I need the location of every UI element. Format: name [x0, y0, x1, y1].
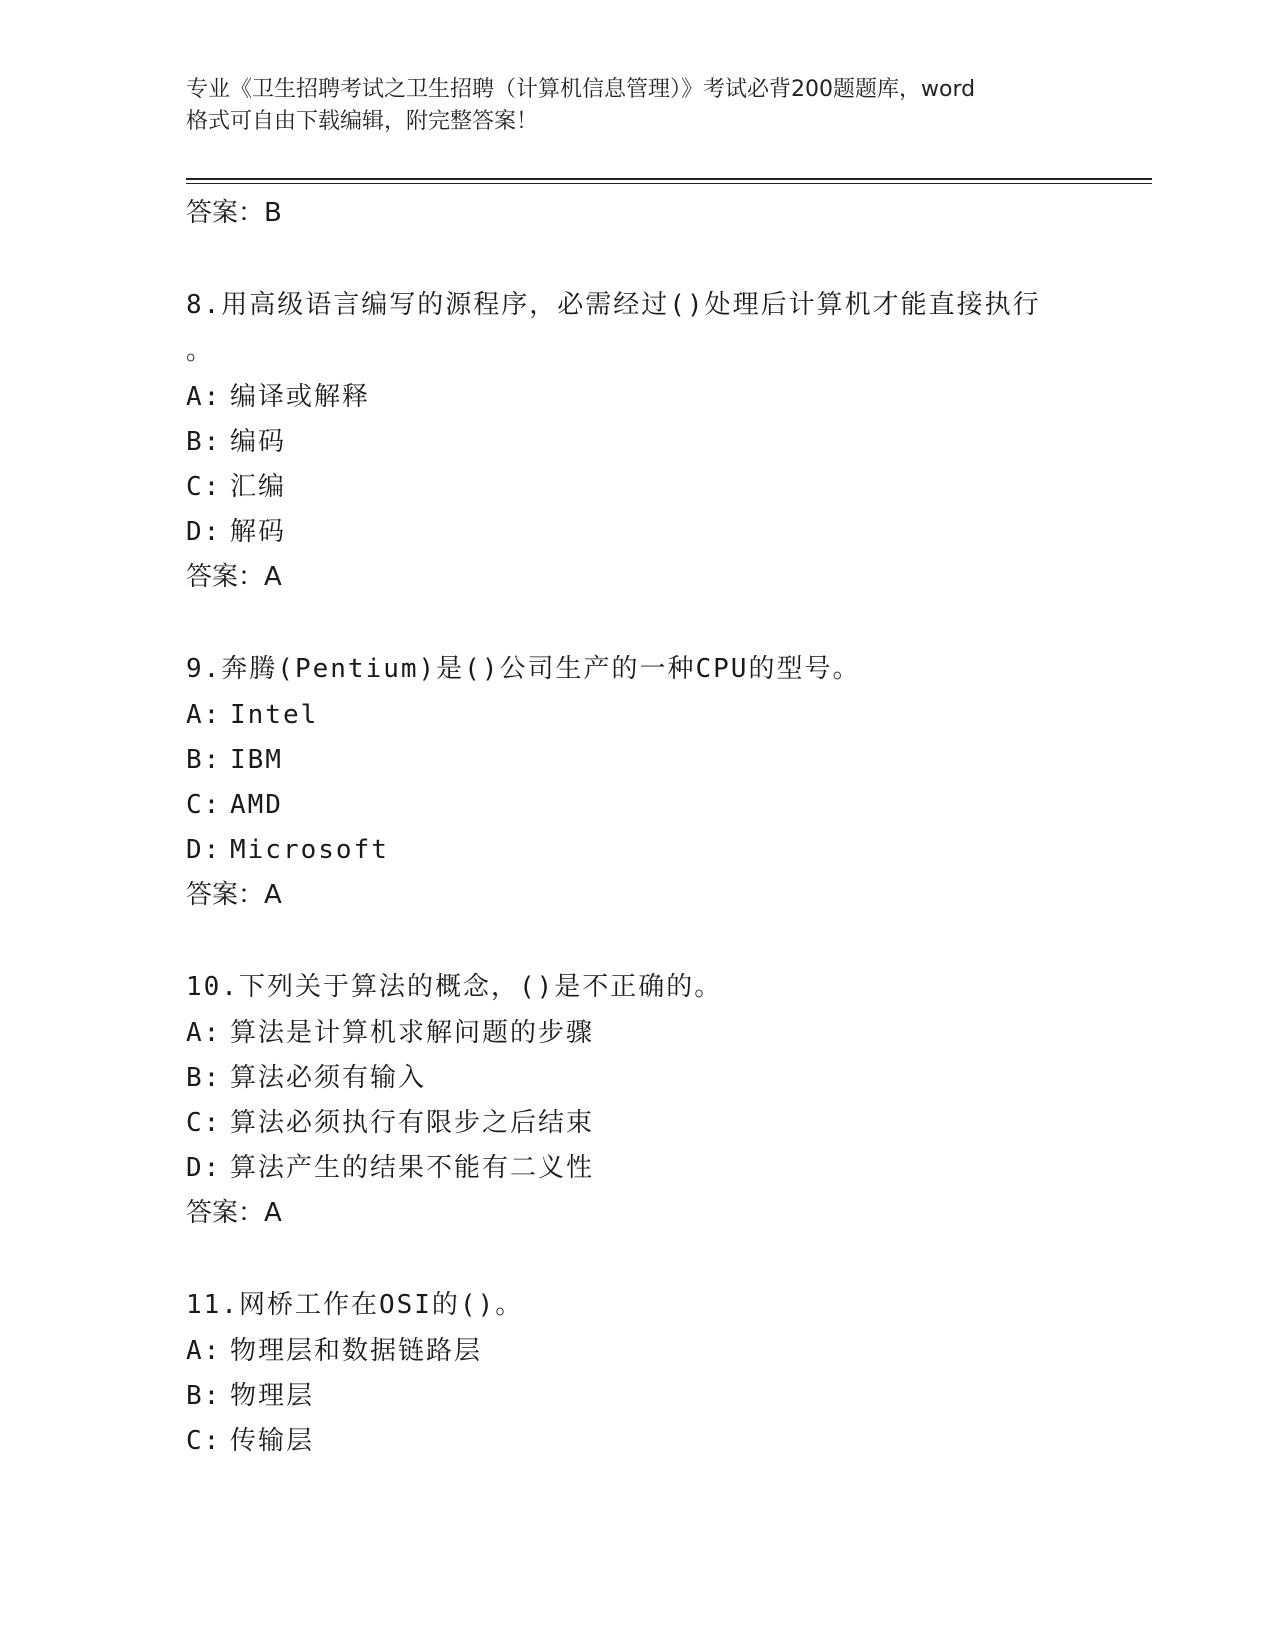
- answer-line: 答案：A: [186, 880, 282, 910]
- question-text: [186, 646, 1152, 692]
- answer-line: 答案：B: [186, 198, 282, 228]
- question-text-line: 10.下列关于算法的概念，()是不正确的。: [186, 972, 723, 1002]
- option-a: [186, 692, 1152, 737]
- spacer: [186, 918, 1152, 964]
- document-header: [186, 74, 1086, 138]
- option-a: [186, 1328, 1152, 1373]
- option-text: 传输层: [230, 1426, 315, 1456]
- option-letter: D:: [186, 835, 222, 865]
- option-text: 编码: [230, 427, 287, 457]
- option-text: 算法必须有输入: [230, 1063, 427, 1093]
- option-text: IBM: [230, 745, 283, 775]
- option-letter: A:: [186, 382, 222, 412]
- option-b: [186, 1055, 1152, 1100]
- option-text: 物理层和数据链路层: [230, 1336, 483, 1366]
- option-b: [186, 737, 1152, 782]
- spacer: [186, 1236, 1152, 1282]
- question-text-line: 11.网桥工作在OSI的()。: [186, 1290, 524, 1320]
- question-block: [186, 1282, 1152, 1463]
- option-letter: A:: [186, 1336, 222, 1366]
- option-b: [186, 1373, 1152, 1418]
- option-c: [186, 464, 1152, 509]
- option-letter: C:: [186, 1426, 222, 1456]
- option-text: 物理层: [230, 1381, 315, 1411]
- option-c: [186, 782, 1152, 827]
- spacer: [186, 600, 1152, 646]
- option-letter: C:: [186, 1108, 222, 1138]
- question-block: [186, 964, 1152, 1236]
- option-d: [186, 1145, 1152, 1190]
- option-d: [186, 827, 1152, 872]
- option-a: [186, 374, 1152, 419]
- option-d: [186, 509, 1152, 554]
- document-body: [186, 190, 1152, 1463]
- option-c: [186, 1418, 1152, 1463]
- header-line-2: 格式可自由下载编辑，附完整答案！: [186, 109, 539, 134]
- option-letter: B:: [186, 745, 222, 775]
- question-block: [186, 282, 1152, 600]
- header-line-1: 专业《卫生招聘考试之卫生招聘（计算机信息管理）》考试必背200题题库，word: [186, 77, 976, 102]
- question-text: [186, 282, 1152, 374]
- option-letter: D:: [186, 1153, 222, 1183]
- answer-line: 答案：A: [186, 562, 282, 592]
- option-letter: C:: [186, 472, 222, 502]
- question-block: [186, 646, 1152, 918]
- option-letter: D:: [186, 517, 222, 547]
- header-divider-thin: [186, 183, 1152, 184]
- option-c: [186, 1100, 1152, 1145]
- option-letter: B:: [186, 1381, 222, 1411]
- option-letter: C:: [186, 790, 222, 820]
- spacer: [186, 236, 1152, 282]
- question-text-line: 9.奔腾(Pentium)是()公司生产的一种CPU的型号。: [186, 654, 861, 684]
- option-b: [186, 419, 1152, 464]
- question-text: [186, 964, 1152, 1010]
- question-text-line: 。: [186, 336, 215, 366]
- answer-line: 答案：A: [186, 1198, 282, 1228]
- option-letter: A:: [186, 700, 222, 730]
- option-letter: A:: [186, 1018, 222, 1048]
- header-divider-thick: [186, 178, 1152, 180]
- option-text: Microsoft: [230, 835, 389, 865]
- option-text: 汇编: [230, 472, 287, 502]
- option-text: 算法产生的结果不能有二义性: [230, 1153, 595, 1183]
- option-text: 算法是计算机求解问题的步骤: [230, 1018, 595, 1048]
- option-text: AMD: [230, 790, 283, 820]
- option-letter: B:: [186, 1063, 222, 1093]
- option-text: 算法必须执行有限步之后结束: [230, 1108, 595, 1138]
- question-text: [186, 1282, 1152, 1328]
- option-letter: B:: [186, 427, 222, 457]
- option-text: 解码: [230, 517, 287, 547]
- option-text: 编译或解释: [230, 382, 371, 412]
- option-a: [186, 1010, 1152, 1055]
- option-text: Intel: [230, 700, 319, 730]
- question-text-line: 8.用高级语言编写的源程序，必需经过()处理后计算机才能直接执行: [186, 290, 1041, 320]
